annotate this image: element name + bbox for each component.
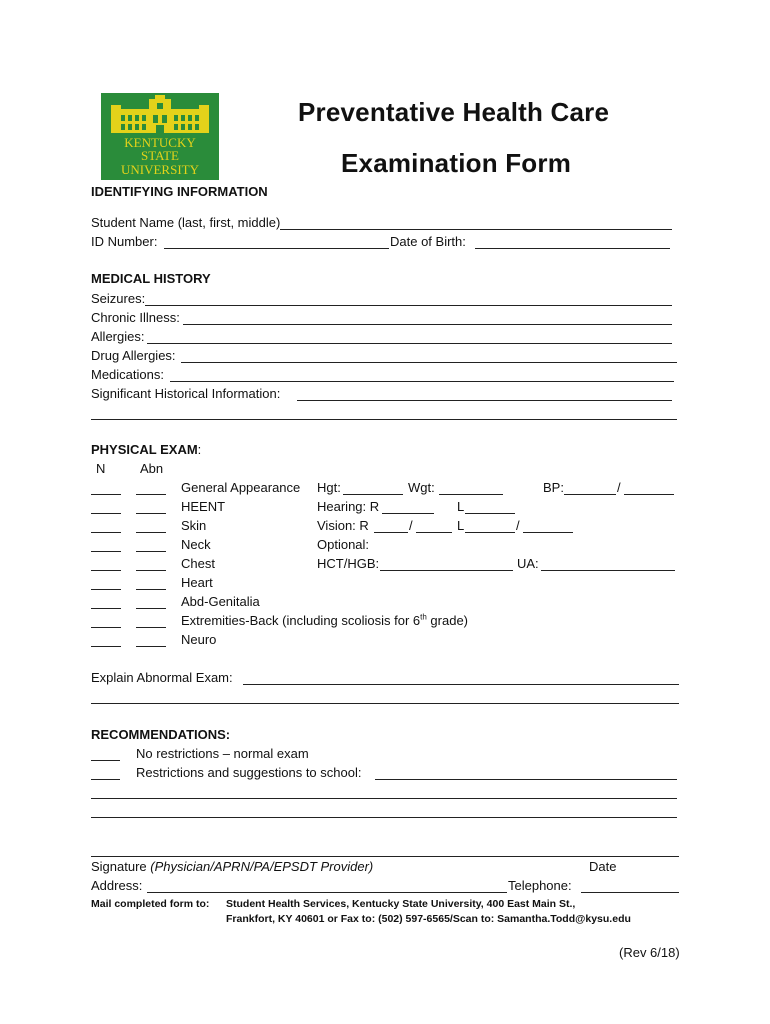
medical-history-heading: MEDICAL HISTORY [91, 271, 211, 286]
exam-normal-checkbox[interactable] [91, 570, 121, 571]
hearing-right-field[interactable] [382, 513, 434, 514]
vision-left-field-2[interactable] [523, 532, 573, 533]
address-field[interactable] [147, 892, 507, 893]
exam-item-label-sup: th [420, 612, 427, 622]
logo-line-3: UNIVERSITY [121, 162, 199, 177]
vision-label: Vision: R [317, 518, 369, 533]
hgt-label: Hgt: [317, 480, 341, 495]
dob-field[interactable] [475, 248, 670, 249]
no-restrictions-label: No restrictions – normal exam [136, 746, 309, 761]
drug-allergies-label: Drug Allergies: [91, 348, 176, 363]
hearing-left-label: L [457, 499, 465, 514]
address-label: Address: [91, 878, 143, 893]
revision-label: (Rev 6/18) [619, 945, 680, 960]
exam-item-label-text: Extremities-Back (including scoliosis for 6 [181, 613, 421, 628]
exam-normal-checkbox[interactable] [91, 532, 121, 533]
id-number-field[interactable] [164, 248, 389, 249]
form-title-line-2: Examination Form [341, 148, 572, 178]
exam-abnormal-checkbox[interactable] [136, 570, 166, 571]
exam-normal-checkbox[interactable] [91, 627, 121, 628]
student-name-label: Student Name (last, first, middle) [91, 215, 281, 230]
restrictions-field-line-2[interactable] [91, 798, 677, 799]
exam-normal-checkbox[interactable] [91, 494, 121, 495]
allergies-field[interactable] [147, 343, 672, 344]
form-title-line-1: Preventative Health Care [298, 97, 610, 127]
vision-left-label: L [457, 518, 465, 533]
building-icon [101, 93, 219, 180]
vision-right-field-1[interactable] [374, 532, 408, 533]
mail-address-line-1: Student Health Services, Kentucky State University, 400 East Main St., [226, 898, 576, 910]
significant-history-field-line-2[interactable] [91, 419, 677, 420]
optional-label: Optional: [317, 537, 370, 552]
bp-label: BP: [543, 480, 564, 495]
column-normal-label: N [96, 461, 106, 476]
logo-line-2: STATE [141, 148, 179, 163]
exam-item-label: Chest [181, 556, 215, 571]
exam-item-label-tail: grade) [426, 613, 469, 628]
vision-right-slash: / [409, 518, 413, 533]
exam-normal-checkbox[interactable] [91, 551, 121, 552]
exam-normal-checkbox[interactable] [91, 589, 121, 590]
restrictions-field[interactable] [375, 779, 677, 780]
mail-address-line-2: Frankfort, KY 40601 or Fax to: (502) 597-6565/Scan to: Samantha.Todd@kysu.edu [226, 913, 631, 925]
explain-abnormal-field-line-2[interactable] [91, 703, 679, 704]
id-number-label: ID Number: [91, 234, 158, 249]
hearing-label: Hearing: R [317, 499, 380, 514]
restrictions-checkbox[interactable] [91, 779, 120, 780]
seizures-field[interactable] [145, 305, 672, 306]
exam-normal-checkbox[interactable] [91, 513, 121, 514]
exam-item-label: Skin [181, 518, 207, 533]
seizures-label: Seizures: [91, 291, 146, 306]
medications-field[interactable] [170, 381, 674, 382]
exam-normal-checkbox[interactable] [91, 646, 121, 647]
telephone-field[interactable] [581, 892, 679, 893]
bp-diastolic-field[interactable] [624, 494, 674, 495]
chronic-illness-field[interactable] [183, 324, 672, 325]
exam-abnormal-checkbox[interactable] [136, 627, 166, 628]
hearing-left-field[interactable] [465, 513, 515, 514]
exam-item-label: Neck [181, 537, 211, 552]
signature-field[interactable] [91, 856, 679, 857]
identifying-heading: IDENTIFYING INFORMATION [91, 184, 268, 199]
no-restrictions-checkbox[interactable] [91, 760, 120, 761]
restrictions-field-line-3[interactable] [91, 817, 677, 818]
exam-abnormal-checkbox[interactable] [136, 494, 166, 495]
vision-left-slash: / [516, 518, 520, 533]
exam-normal-checkbox[interactable] [91, 608, 121, 609]
vision-left-field-1[interactable] [465, 532, 515, 533]
vision-right-field-2[interactable] [416, 532, 452, 533]
date-label: Date [589, 859, 617, 874]
explain-abnormal-label: Explain Abnormal Exam: [91, 670, 233, 685]
exam-item-label: HEENT [181, 499, 226, 514]
bp-systolic-field[interactable] [564, 494, 616, 495]
wgt-field[interactable] [439, 494, 503, 495]
restrictions-label: Restrictions and suggestions to school: [136, 765, 362, 780]
chronic-illness-label: Chronic Illness: [91, 310, 180, 325]
hct-hgb-field[interactable] [380, 570, 513, 571]
physical-exam-heading-text: PHYSICAL EXAM [91, 442, 198, 457]
logo-line-1: KENTUCKY [124, 135, 196, 150]
wgt-label: Wgt: [408, 480, 435, 495]
column-abnormal-label: Abn [140, 461, 164, 476]
telephone-label: Telephone: [508, 878, 572, 893]
bp-slash: / [617, 480, 621, 495]
exam-item-label: Neuro [181, 632, 217, 647]
exam-abnormal-checkbox[interactable] [136, 608, 166, 609]
explain-abnormal-field[interactable] [243, 684, 679, 685]
physical-exam-heading-colon: : [197, 442, 202, 457]
exam-abnormal-checkbox[interactable] [136, 589, 166, 590]
signature-label-text: Signature [91, 859, 151, 874]
drug-allergies-field[interactable] [181, 362, 677, 363]
ua-field[interactable] [541, 570, 675, 571]
signature-label [91, 859, 373, 875]
student-name-field[interactable] [280, 229, 672, 230]
exam-item-label: General Appearance [181, 480, 301, 495]
signature-label-provider: (Physician/APRN/PA/EPSDT Provider) [150, 859, 374, 874]
physical-exam-heading [91, 442, 201, 458]
exam-abnormal-checkbox[interactable] [136, 646, 166, 647]
exam-item-label [181, 613, 468, 629]
exam-abnormal-checkbox[interactable] [136, 513, 166, 514]
medications-label: Medications: [91, 367, 164, 382]
mail-label: Mail completed form to: [91, 898, 210, 910]
hct-hgb-label: HCT/HGB: [317, 556, 380, 571]
exam-abnormal-checkbox[interactable] [136, 551, 166, 552]
exam-abnormal-checkbox[interactable] [136, 532, 166, 533]
recommendations-heading: RECOMMENDATIONS: [91, 727, 231, 742]
exam-item-label: Heart [181, 575, 213, 590]
exam-item-label: Abd-Genitalia [181, 594, 260, 609]
kentucky-state-university-logo [101, 93, 219, 180]
allergies-label: Allergies: [91, 329, 145, 344]
significant-history-field[interactable] [297, 400, 672, 401]
significant-history-label: Significant Historical Information: [91, 386, 281, 401]
hgt-field[interactable] [343, 494, 403, 495]
ua-label: UA: [517, 556, 539, 571]
dob-label: Date of Birth: [390, 234, 466, 249]
